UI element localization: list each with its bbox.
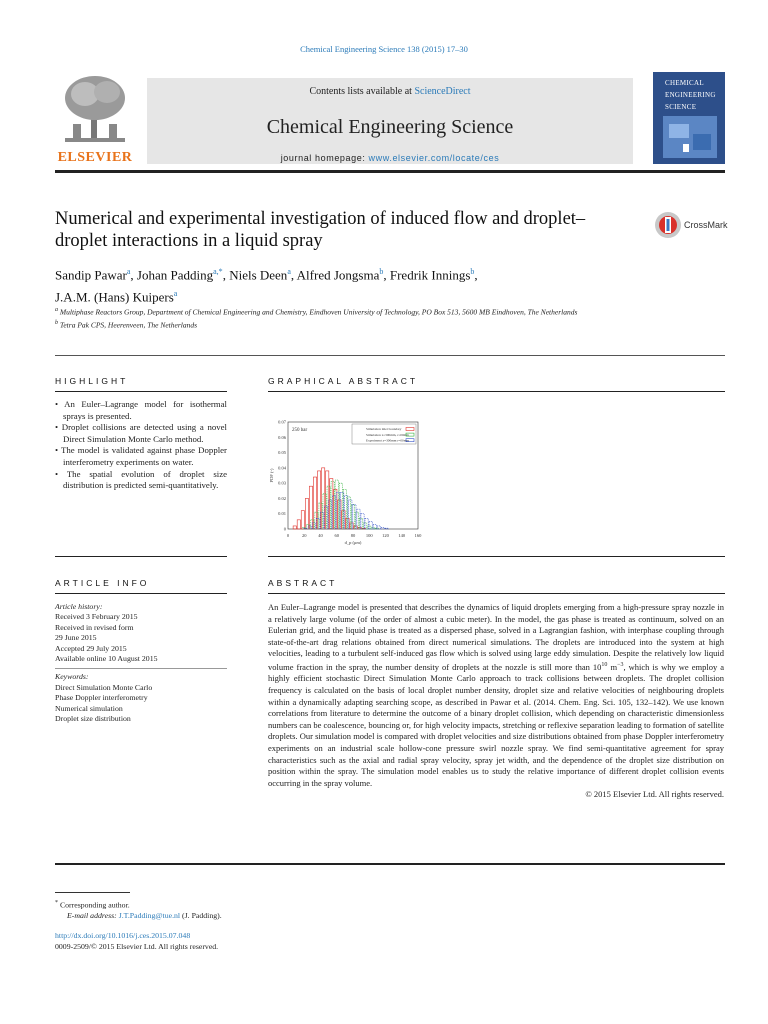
y-tick-label: 0.06 [278, 434, 286, 440]
publisher-name: ELSEVIER [57, 150, 133, 165]
footnote [55, 898, 222, 922]
graphical-abstract-heading: GRAPHICAL ABSTRACT [268, 376, 419, 386]
abstract-text: An Euler–Lagrange model is presented that describes the dynamics of liquid droplets emerging from a high-pressure spray nozzle in a relatively large volume (of the order of almost a cubic meter). In the model, the gas phase is treated as continuum, solved on an Eulerian grid, and the liquid phase is treated as a dispersed phase, solved in a Lagrangian fashion, with interphase coupling through state-of-the-art drag relations obtained from direct numerical simulations. The droplets are introduced into the system at high velocities, leading to a turbulent self-induced gas flow which is solved using large eddy simulation. Despite the relatively low liquid volume fraction in the spray, the number density of droplets at the nozzle is still more than 10 [268, 602, 724, 672]
history-line: 29 June 2015 [55, 633, 97, 643]
history-label: Article history: [55, 602, 103, 611]
x-axis-label: d_p (μm) [344, 540, 362, 545]
copyright: © 2015 Elsevier Ltd. All rights reserved. [585, 789, 724, 800]
divider [268, 593, 725, 594]
y-tick-label: 0 [283, 526, 286, 532]
x-tick-label: 20 [302, 533, 307, 538]
chart-annotation: 250 bar [292, 428, 308, 433]
author[interactable]: Sandip Pawar [55, 267, 127, 283]
divider [55, 556, 227, 557]
author-sup[interactable]: b [470, 267, 475, 276]
author-list: Sandip Pawar$^a$, Johan Padding$^{a,*}$, Niels Deen$^a$, Alfred Jongsma$^b$, Fredrik Innings$^b$, J.A.M. (Hans) Kuipers$^a$ [55, 267, 478, 305]
email-label: E-mail address: [67, 911, 119, 921]
y-tick-label: 0.04 [278, 465, 286, 471]
author[interactable]: Niels Deen [229, 267, 288, 283]
article-info [55, 602, 235, 724]
highlight-text: The spatial evolution of droplet size distribution is predicted semi-quantitatively. [63, 468, 227, 491]
history-line: Received 3 February 2015 [55, 612, 138, 622]
sciencedirect-link[interactable]: ScienceDirect [414, 86, 471, 97]
history-line: Accepted 29 July 2015 [55, 643, 127, 653]
highlight-heading: HIGHLIGHT [55, 376, 129, 386]
x-tick-label: 160 [414, 533, 422, 538]
x-tick-label: 0 [286, 533, 290, 538]
keyword: Numerical simulation [55, 703, 123, 713]
x-tick-label: 100 [365, 533, 373, 538]
cover-line-3: SCIENCE [665, 103, 697, 111]
corresponding-note: * Corresponding author. [55, 900, 130, 910]
homepage-line [147, 153, 633, 163]
doi-link[interactable]: http://dx.doi.org/10.1016/j.ces.2015.07.048 [55, 931, 191, 940]
keywords-label: Keywords: [55, 672, 89, 682]
author-sup[interactable]: a [126, 267, 131, 276]
highlight-list [55, 399, 227, 492]
x-tick-label: 40 [318, 533, 323, 538]
x-tick-label: 80 [350, 533, 356, 538]
cover-line-2: ENGINEERING [665, 91, 716, 99]
graphical-abstract-chart [268, 416, 423, 549]
cover-title [665, 77, 716, 113]
divider [268, 391, 725, 392]
divider [55, 355, 725, 356]
header-rule [55, 170, 725, 173]
keyword: Droplet size distribution [55, 714, 131, 724]
x-tick-label: 140 [398, 533, 406, 538]
history-line: Available online 10 August 2015 [55, 654, 158, 664]
rights-line: 0009-2509/© 2015 Elsevier Ltd. All rights reserved. [55, 942, 219, 951]
y-tick-label: 0.01 [278, 511, 286, 517]
contents-prefix: Contents lists available at [309, 86, 415, 97]
author[interactable]: Fredrik Innings [389, 267, 471, 283]
abstract-sup: −3 [617, 661, 624, 668]
author-sup[interactable]: a,* [213, 267, 223, 276]
affiliation-sup: a [55, 307, 58, 313]
journal-reference[interactable]: Chemical Engineering Science 138 (2015) 17–30 [300, 44, 468, 54]
legend-label: Simulation inlet boundary [366, 427, 402, 432]
email-link[interactable]: J.T.Padding@tue.nl [118, 911, 181, 921]
y-axis-label: PDF (-) [269, 468, 274, 483]
abstract-rule [55, 863, 725, 865]
divider [55, 391, 227, 392]
highlight-item: • The spatial evolution of droplet size distribution is predicted semi-quantitatively. [55, 468, 227, 491]
history-line: Received in revised form [55, 622, 134, 632]
x-tick-label: 60 [334, 533, 339, 538]
article-info-heading: ARTICLE INFO [55, 578, 150, 588]
x-tick-label: 120 [382, 533, 389, 538]
affiliation-a [55, 305, 655, 318]
footnote-rule [55, 892, 130, 893]
contents-line [147, 86, 633, 97]
legend-label: Simulation z=300mm, r=00mm [366, 432, 409, 437]
y-tick-label: 0.03 [278, 480, 286, 486]
abstract-body [268, 602, 724, 801]
author[interactable]: Johan Padding [136, 267, 214, 283]
journal-title: Chemical Engineering Science [266, 116, 514, 138]
affiliation-text: Multiphase Reactors Group, Department of Chemical Engineering and Chemistry, Eindhoven University of Technology, PO Box 513, 5600 MB Eindhoven, The Netherlands [59, 307, 578, 317]
cover-image [663, 116, 717, 158]
article-title: Numerical and experimental investigation of induced flow and droplet–droplet interactions in a liquid spray [55, 209, 586, 251]
crossmark-badge[interactable] [654, 211, 728, 241]
email-line [55, 911, 222, 922]
highlight-text: Droplet collisions are detected using a novel Direct Simulation Monte Carlo method. [61, 422, 228, 444]
crossmark-label: CrossMark [684, 220, 728, 230]
author[interactable]: J.A.M. (Hans) Kuipers [55, 289, 174, 305]
crossmark-icon [654, 211, 682, 239]
affiliation-sup: b [55, 319, 58, 326]
author-sup[interactable]: a [287, 267, 291, 276]
corresponding-text: Corresponding author. [59, 900, 130, 910]
journal-cover[interactable] [653, 72, 725, 164]
divider [268, 556, 725, 557]
abstract-text: m [607, 661, 618, 672]
author-sup[interactable]: a [173, 289, 178, 299]
author-sup[interactable]: b [379, 267, 384, 276]
divider [55, 668, 227, 669]
author[interactable]: Alfred Jongsma [296, 267, 380, 283]
legend-label: Experiment z=300mm r=00mm [366, 438, 409, 443]
highlight-item: • Droplet collisions are detected using a novel Direct Simulation Monte Carlo method. [55, 422, 228, 444]
email-suffix: (J. Padding). [180, 911, 222, 921]
divider [55, 593, 227, 594]
y-tick-label: 0.07 [278, 419, 286, 425]
highlight-text: An Euler–Lagrange model for isothermal sprays is presented. [63, 399, 227, 421]
keyword: Phase Doppler interferometry [55, 693, 148, 703]
highlight-item: • An Euler–Lagrange model for isothermal sprays is presented. [55, 399, 227, 421]
journal-header [55, 72, 725, 164]
homepage-prefix: journal homepage: [280, 153, 369, 163]
abstract-heading: ABSTRACT [268, 578, 338, 588]
affiliation-text: Tetra Pak CPS, Heerenveen, The Netherlands [59, 320, 198, 329]
affiliations [55, 305, 655, 330]
abstract-sup: 10 [601, 661, 608, 668]
homepage-link[interactable]: www.elsevier.com/locate/ces [368, 153, 500, 163]
doi-block [55, 930, 218, 952]
affiliation-b [55, 318, 655, 331]
cover-line-1: CHEMICAL [665, 79, 704, 87]
highlight-item: • The model is validated against phase Doppler interferometry experiments on water. [55, 445, 227, 467]
journal-title-box [147, 78, 633, 164]
y-tick-label: 0.02 [278, 495, 286, 501]
y-tick-label: 0.05 [278, 450, 286, 456]
abstract-text: , which is why we employ a highly efficient stochastic Direct Simulation Monte Carlo approach to track collisions between droplets. The droplet collision frequency is calculated on the basis of local droplet number density, droplet size and relative velocities of neighbouring droplets within a dynamically adapting searching scope, as described in Pawar et al. (2014. Chem. Eng. Sci. 105, 132–142). We use known correlations from literature to determine the outcome of a binary droplet collision, which depending on characteristic dimensionless numbers can be coalescence, bouncing or, for high velocity impacts, stretching or reflexive separation leading to formation of satellite droplets. Our simulation model is compared with droplet velocities and size distributions obtained from phase Doppler interferometry experiments on an industrial scale hollow-cone pressure swirl nozzle spray. We find semi-quantitative agreement for spray characteristics such as the axial and radial spray velocity, spray jet width, and the dependence of the droplet size distribution on position within the spray. The simulation model enables us to study the relative importance of different droplet collision events occurring in the spray volume. [268, 661, 724, 788]
keyword: Direct Simulation Monte Carlo [55, 682, 153, 692]
highlight-text: The model is validated against phase Doppler interferometry experiments on water. [61, 445, 227, 467]
